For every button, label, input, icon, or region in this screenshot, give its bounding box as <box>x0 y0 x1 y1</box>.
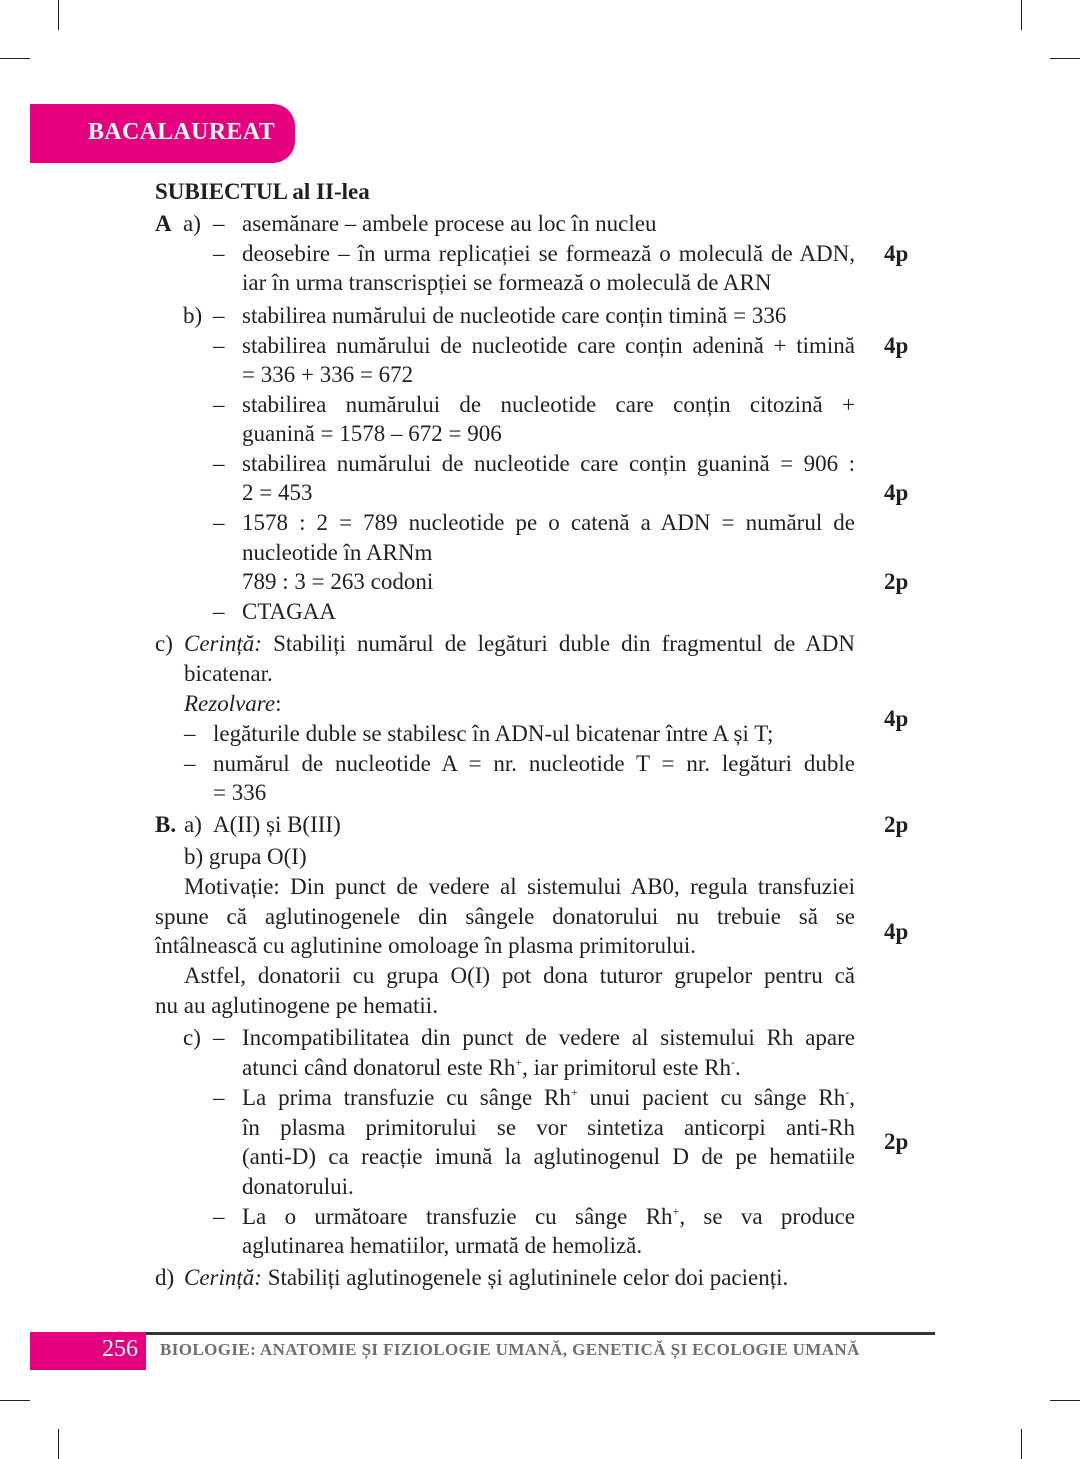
crop-mark <box>1050 58 1080 59</box>
part-label: B. <box>155 812 177 837</box>
line-text: = 336 <box>213 780 267 805</box>
superscript: + <box>515 1055 523 1069</box>
dash: – <box>213 599 225 624</box>
points-score: 4p <box>884 480 909 505</box>
text-line <box>0 239 1080 269</box>
line-text: legăturile duble se stabilesc în ADN-ul bicatenar între A și T; <box>213 721 774 746</box>
points-score: 4p <box>884 919 909 944</box>
dash: – <box>213 211 225 236</box>
item-label: c) <box>183 1025 201 1050</box>
line-text: donatorului. <box>242 1174 354 1199</box>
solution-label-text: Rezolvare <box>184 691 276 716</box>
dash: – <box>213 1204 225 1229</box>
line-text: stabilirea numărului de nucleotide care conțin timină = 336 <box>242 303 787 328</box>
page-number-box <box>30 1332 146 1370</box>
points-score: 2p <box>884 1129 909 1154</box>
line-text: 2 = 453 <box>242 480 313 505</box>
superscript: - <box>845 1085 850 1099</box>
line-text: CTAGAA <box>242 599 336 624</box>
text-part: La prima transfuzie cu sânge Rh <box>242 1085 571 1110</box>
dash: – <box>213 241 225 266</box>
points-score: 2p <box>884 569 909 594</box>
dash: – <box>213 1085 225 1110</box>
text-line <box>0 209 1080 239</box>
line-text: b) grupa O(I) <box>184 844 307 869</box>
line-text: aglutinarea hematiilor, urmată de hemoliză. <box>242 1233 643 1258</box>
line-text: în plasma primitorului se vor sintetiza anticorpi anti-Rh <box>242 1115 855 1140</box>
line-text: 1578 : 2 = 789 nucleotide pe o catenă a ADN = numărul de <box>242 510 855 535</box>
item-label: d) <box>155 1265 175 1290</box>
points-score: 2p <box>884 812 909 837</box>
crop-mark <box>1021 1429 1022 1459</box>
line-text: stabilirea numărului de nucleotide care conțin guanină = 906 : <box>242 451 855 476</box>
line-text: 789 : 3 = 263 codoni <box>242 569 434 594</box>
crop-mark <box>0 1400 30 1401</box>
text-part: . <box>735 1055 741 1080</box>
line-text: asemănare – ambele procese au loc în nucleu <box>242 211 657 236</box>
item-label: b) <box>183 303 203 328</box>
line-text: numărul de nucleotide A = nr. nucleotide T = nr. legături duble <box>213 751 855 776</box>
page-number: 256 <box>102 1336 138 1362</box>
line-text <box>242 1083 855 1113</box>
line-text-part: Stabiliți aglutinogenele și aglutininele celor doi pacienți. <box>267 1265 789 1290</box>
line-text: (anti-D) ca reacție imună la aglutinogenul D de pe hematiile <box>242 1144 855 1169</box>
footer-rule <box>30 1332 935 1335</box>
item-label: a) <box>184 812 202 837</box>
crop-mark <box>58 0 59 30</box>
line-text: Astfel, donatorii cu grupa O(I) pot dona tuturor grupelor pentru că <box>184 963 855 988</box>
line-text: guanină = 1578 – 672 = 906 <box>242 421 502 446</box>
line-text: stabilirea numărului de nucleotide care conțin citozină + <box>242 392 855 417</box>
line-text: nu au aglutinogene pe hematii. <box>155 993 438 1018</box>
points-score: 4p <box>884 241 909 266</box>
subject-title: SUBIECTUL al II-lea <box>155 179 370 204</box>
dash: – <box>213 451 225 476</box>
item-label: c) <box>155 631 173 656</box>
text-part: unui pacient cu sânge Rh <box>577 1085 846 1110</box>
dash: – <box>184 751 196 776</box>
requirement-label: Cerință: <box>184 631 262 656</box>
requirement-label: Cerință: <box>184 1265 262 1290</box>
crop-mark <box>1021 0 1022 30</box>
crop-mark <box>0 58 30 59</box>
item-label: a) <box>183 211 201 236</box>
line-text: bicatenar. <box>184 661 273 686</box>
solution-label <box>184 689 282 719</box>
superscript: + <box>570 1085 578 1099</box>
line-text-part: Stabiliți numărul de legături duble din fragmentul de ADN <box>273 631 855 656</box>
text-part: , iar primitorul este Rh <box>522 1055 732 1080</box>
dash: – <box>213 333 225 358</box>
superscript: + <box>672 1204 680 1218</box>
text-part: La o următoare transfuzie cu sânge Rh <box>242 1204 673 1229</box>
line-text <box>184 1263 788 1293</box>
text-part: , <box>849 1085 855 1110</box>
line-text: deosebire – în urma replicației se formează o moleculă de ADN, <box>242 241 855 266</box>
line-text <box>242 1053 741 1083</box>
dash: – <box>213 510 225 535</box>
points-score: 4p <box>884 333 909 358</box>
text-part: , se va produce <box>679 1204 855 1229</box>
points-score: 4p <box>884 706 909 731</box>
part-label: A <box>155 211 172 236</box>
line-text: spune că aglutinogenele din sângele donatorului nu trebuie să se <box>155 904 855 929</box>
line-text: Motivație: Din punct de vedere al sistemului AB0, regula transfuziei <box>184 874 855 899</box>
colon: : <box>275 691 282 716</box>
crop-mark <box>1050 1400 1080 1401</box>
dash: – <box>213 303 225 328</box>
section-badge-label: BACALAUREAT <box>88 119 275 145</box>
line-text <box>184 629 855 659</box>
line-text: nucleotide în ARNm <box>242 540 433 565</box>
dash: – <box>213 392 225 417</box>
book-title: BIOLOGIE: ANATOMIE ȘI FIZIOLOGIE UMANĂ, GENETICĂ ȘI ECOLOGIE UMANĂ <box>160 1340 860 1359</box>
section-badge <box>30 104 295 163</box>
crop-mark <box>58 1429 59 1459</box>
line-text <box>242 1202 855 1232</box>
dash: – <box>184 721 196 746</box>
line-text: A(II) și B(III) <box>213 812 341 837</box>
line-text: stabilirea numărului de nucleotide care conțin adenină + timină <box>242 333 855 358</box>
dash: – <box>213 1025 225 1050</box>
text-part: atunci când donatorul este Rh <box>242 1055 516 1080</box>
line-text: întâlnească cu aglutinine omoloage în plasma primitorului. <box>155 933 696 958</box>
superscript: - <box>731 1055 736 1069</box>
line-text: = 336 + 336 = 672 <box>242 362 414 387</box>
line-text: Incompatibilitatea din punct de vedere al sistemului Rh apare <box>242 1025 855 1050</box>
line-text: iar în urma transcrispției se formează o moleculă de ARN <box>242 270 772 295</box>
